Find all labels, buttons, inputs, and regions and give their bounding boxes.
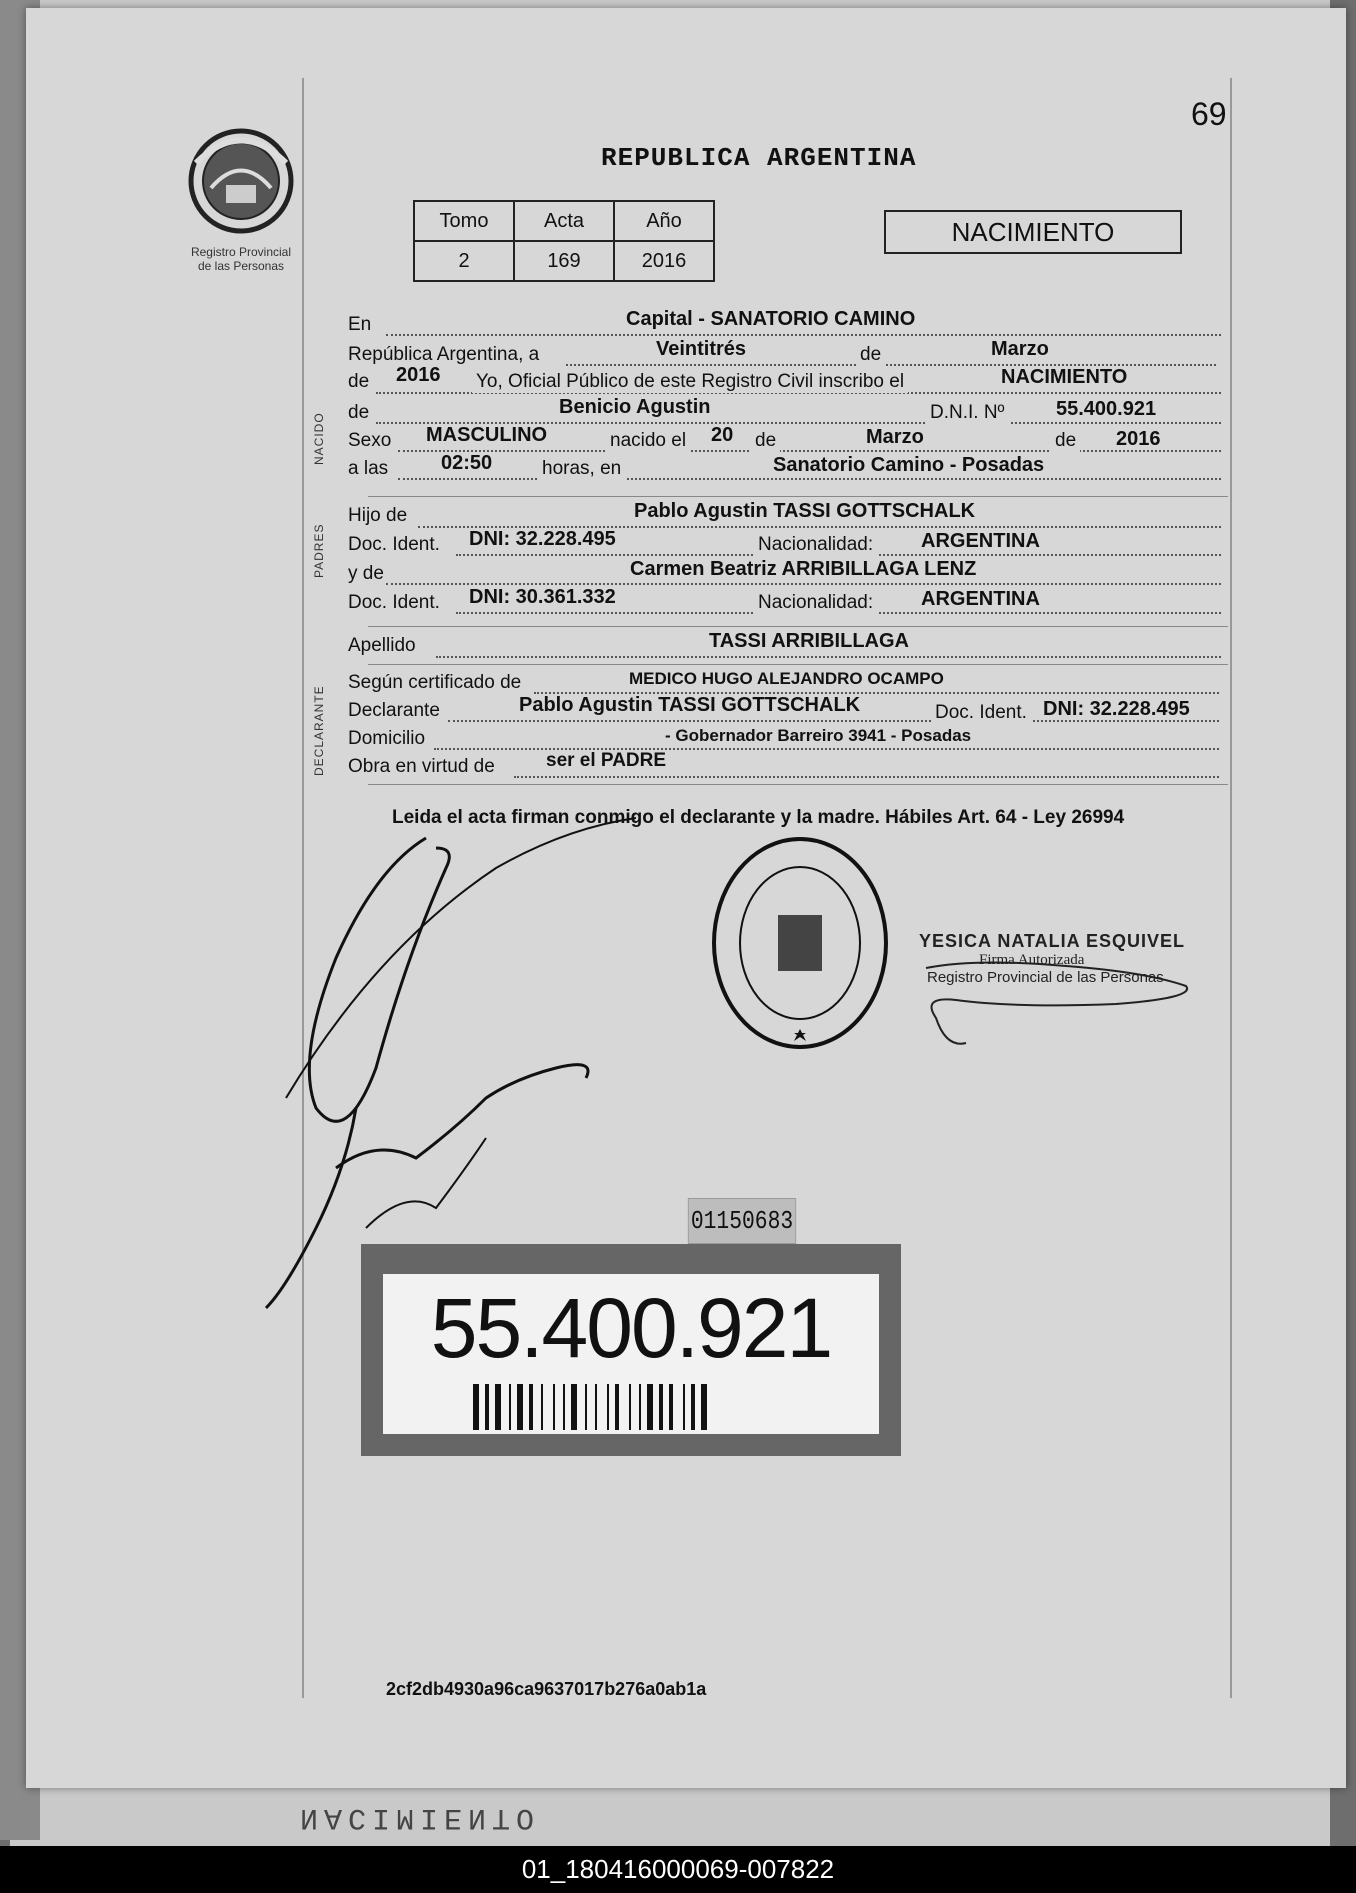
dni-label-number: 55.400.921 — [430, 1281, 832, 1375]
field-lugar-nac: Sanatorio Camino - Posadas — [773, 454, 1045, 476]
birth-certificate-page — [26, 8, 1346, 1788]
record-type-box: NACIMIENTO — [884, 210, 1182, 254]
dotted-line — [398, 450, 1221, 452]
label-nacionalidad: Nacionalidad: — [754, 534, 877, 556]
page-title: REPUBLICA ARGENTINA — [601, 143, 917, 173]
dotted-line — [398, 478, 1221, 480]
right-margin-line — [1230, 78, 1232, 1698]
table-header: Tomo — [414, 201, 514, 241]
label-y-de: y de — [348, 563, 384, 584]
field-lugar: Capital - SANATORIO CAMINO — [626, 308, 916, 330]
field-en-virtud: ser el PADRE — [546, 750, 667, 771]
official-office: Registro Provincial de las Personas — [927, 969, 1164, 986]
field-padre-dni: DNI: 32.228.495 — [469, 528, 616, 550]
field-apellido: TASSI ARRIBILLAGA — [709, 630, 909, 652]
field-sexo: MASCULINO — [426, 424, 548, 446]
section-label-padres: PADRES — [312, 523, 326, 578]
field-declarante: Pablo Agustin TASSI GOTTSCHALK — [519, 694, 861, 716]
field-domicilio: - Gobernador Barreiro 3941 - Posadas — [665, 726, 972, 745]
field-certificado: MEDICO HUGO ALEJANDRO OCAMPO — [629, 669, 944, 688]
field-madre: Carmen Beatriz ARRIBILLAGA LENZ — [630, 558, 977, 580]
official-name: YESICA NATALIA ESQUIVEL — [919, 931, 1186, 951]
table-header: Acta — [514, 201, 614, 241]
label-domicilio: Domicilio — [348, 728, 426, 749]
closing-text: Leida el acta firman conmigo el declarante y la madre. Hábiles Art. 64 - Ley 26994 — [392, 807, 1125, 828]
label-de: de — [751, 430, 780, 452]
label-de: de — [856, 344, 885, 366]
label-segun-cert: Según certificado de — [348, 672, 522, 693]
label-de: de — [348, 402, 370, 423]
filename-footer: 01_180416000069-007822 — [0, 1846, 1356, 1893]
field-padre: Pablo Agustin TASSI GOTTSCHALK — [634, 500, 976, 522]
field-padre-nac: ARGENTINA — [921, 530, 1040, 552]
label-nacionalidad: Nacionalidad: — [754, 592, 877, 614]
official-signature-icon — [916, 938, 1216, 1058]
section-divider — [368, 784, 1228, 785]
label-horas-en: horas, en — [538, 458, 625, 480]
field-tipo: NACIMIENTO — [1001, 366, 1128, 388]
field-dni: 55.400.921 — [1056, 398, 1157, 420]
field-hora: 02:50 — [441, 452, 493, 474]
seal-caption: Registro Provincial de las Personas — [190, 245, 292, 273]
underlying-sheet-text: NACIMIENTO — [300, 1800, 541, 1834]
label-de: de — [1051, 430, 1080, 452]
label-sexo: Sexo — [348, 430, 392, 451]
table-header: Año — [614, 201, 714, 241]
label-nacido-el: nacido el — [606, 430, 690, 452]
label-hijo-de: Hijo de — [348, 505, 408, 526]
section-label-declarante: DECLARANTE — [312, 685, 326, 776]
dni-label-inner — [383, 1274, 879, 1434]
label-yo-oficial: Yo, Oficial Público de este Registro Civil inscribo el — [472, 371, 908, 393]
field-nombre: Benicio Agustin — [559, 396, 711, 418]
field-madre-nac: ARGENTINA — [921, 588, 1040, 610]
dni-label — [361, 1244, 901, 1456]
record-table — [413, 200, 715, 282]
provincial-seal-icon — [186, 123, 296, 243]
table-cell: 169 — [514, 241, 614, 281]
serial-number: 01150683 — [688, 1198, 796, 1244]
field-madre-dni: DNI: 30.361.332 — [469, 586, 616, 608]
dotted-line — [386, 334, 1221, 336]
section-label-nacido: NACIDO — [312, 412, 326, 465]
page-number: 69 — [1191, 96, 1227, 132]
official-role: Firma Autorizada — [979, 952, 1085, 968]
label-dni: D.N.I. Nº — [926, 402, 1009, 424]
label-de: de — [348, 371, 370, 392]
section-divider — [368, 496, 1228, 497]
label-doc-ident: Doc. Ident. — [348, 592, 440, 613]
table-cell: 2 — [414, 241, 514, 281]
label-a-las: a las — [348, 458, 389, 479]
field-mes-nac: Marzo — [866, 426, 924, 448]
label-obra-en-virtud: Obra en virtud de — [348, 756, 495, 777]
label-apellido: Apellido — [348, 635, 416, 656]
label-doc-ident: Doc. Ident. — [931, 702, 1031, 724]
registry-stamp-icon — [708, 833, 893, 1053]
field-declarante-dni: DNI: 32.228.495 — [1043, 698, 1190, 720]
field-anio: 2016 — [396, 364, 441, 386]
dotted-line — [386, 583, 1221, 585]
label-doc-ident: Doc. Ident. — [348, 534, 440, 555]
barcode-icon — [473, 1384, 793, 1430]
dotted-line — [436, 656, 1221, 658]
field-dia-texto: Veintitrés — [656, 338, 747, 360]
section-divider — [368, 626, 1228, 627]
label-republica: República Argentina, a — [348, 344, 540, 365]
label-en: En — [348, 314, 372, 335]
document-hash: 2cf2db4930a96ca9637017b276a0ab1a — [386, 1679, 707, 1699]
field-anio-nac: 2016 — [1116, 428, 1161, 450]
field-dia-nac: 20 — [711, 424, 734, 446]
dotted-line — [514, 776, 1219, 778]
table-cell: 2016 — [614, 241, 714, 281]
label-declarante: Declarante — [348, 700, 440, 721]
section-divider — [368, 664, 1228, 665]
field-mes-texto: Marzo — [991, 338, 1049, 360]
